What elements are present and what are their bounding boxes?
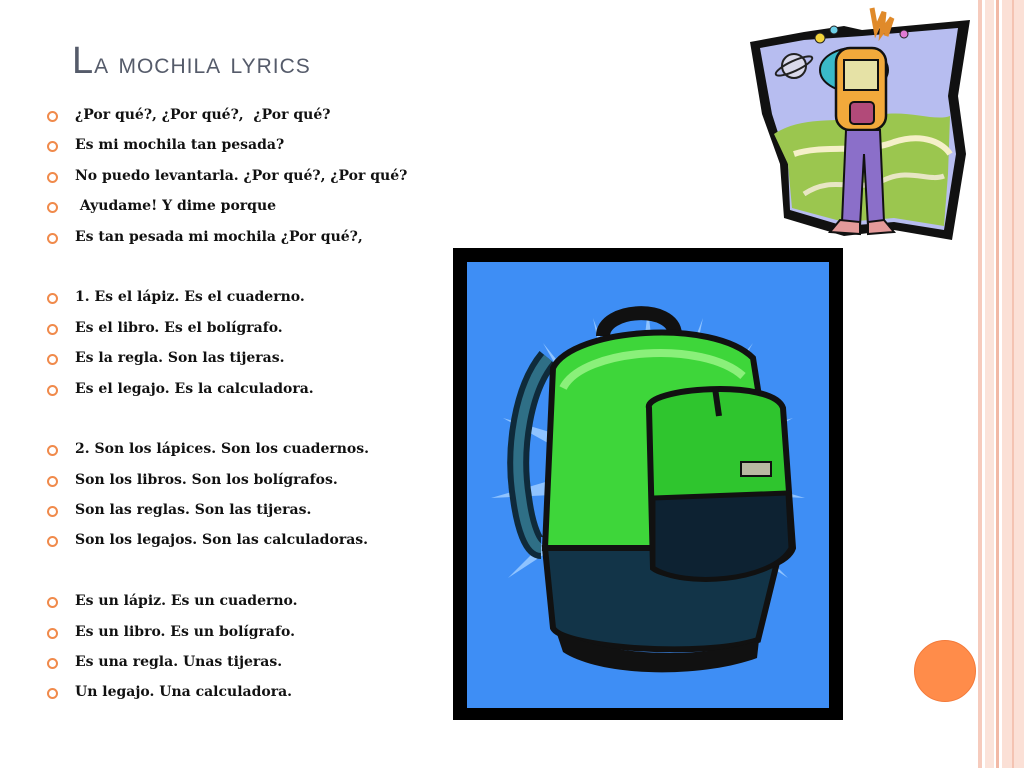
backpack-clipart <box>453 248 843 720</box>
lyric-text: Un legajo. Una calculadora. <box>75 684 293 701</box>
lyric-text: Es el legajo. Es la calculadora. <box>75 380 314 397</box>
title-rest: a mochila lyrics <box>94 47 311 80</box>
lyric-text: 1. Es el lápiz. Es el cuaderno. <box>75 289 305 306</box>
lyric-text: ¿Por qué?, ¿Por qué?, ¿Por qué? <box>75 107 331 123</box>
lyrics-list <box>46 104 446 712</box>
bullet-icon <box>47 324 58 335</box>
lyric-line <box>46 134 446 164</box>
bullet-icon <box>47 172 58 183</box>
decorative-stripe <box>996 0 999 768</box>
lyric-text: Ayudame! Y dime porque <box>75 198 277 215</box>
lyric-line <box>46 165 446 195</box>
bullet-icon <box>47 202 58 213</box>
bullet-icon <box>47 233 58 244</box>
lyric-line <box>46 286 446 316</box>
bullet-icon <box>47 354 58 365</box>
lyric-line <box>46 651 446 681</box>
lyric-text: Es tan pesada mi mochila ¿Por qué?, <box>75 228 363 245</box>
lyric-text: Son los libros. Son los bolígrafos. <box>75 471 338 488</box>
bullet-icon <box>47 688 58 699</box>
lyric-line <box>46 499 446 529</box>
lyric-line <box>46 104 446 134</box>
bullet-icon <box>47 597 58 608</box>
bullet-icon <box>47 111 58 122</box>
lyric-line <box>46 621 446 651</box>
lyric-line <box>46 469 446 499</box>
lyric-text: Es un libro. Es un bolígrafo. <box>75 623 295 640</box>
bullet-icon <box>47 536 58 547</box>
lyrics-spacer <box>46 408 446 438</box>
lyric-line <box>46 681 446 711</box>
lyric-text: Es mi mochila tan pesada? <box>75 137 285 154</box>
lyrics-spacer <box>46 560 446 590</box>
lyric-line <box>46 438 446 468</box>
bullet-icon <box>47 476 58 487</box>
bullet-icon <box>47 385 58 396</box>
lyric-text: Es el libro. Es el bolígrafo. <box>75 319 283 336</box>
girl-with-backpack-clipart <box>744 4 980 244</box>
lyric-line <box>46 317 446 347</box>
title-first-letter: L <box>72 40 95 82</box>
lyric-text: 2. Son los lápices. Son los cuadernos. <box>75 441 369 458</box>
lyric-line <box>46 590 446 620</box>
lyric-line <box>46 378 446 408</box>
lyric-text: Son los legajos. Son las calculadoras. <box>75 532 369 549</box>
decorative-stripe <box>985 0 994 768</box>
lyric-text: Es una regla. Unas tijeras. <box>75 654 283 671</box>
lyric-line <box>46 226 446 256</box>
slide-title <box>72 40 311 83</box>
decorative-stripe <box>1012 0 1014 768</box>
lyric-text: No puedo levantarla. ¿Por qué?, ¿Por qué? <box>75 167 408 184</box>
decorative-circle <box>914 640 976 702</box>
lyric-line <box>46 347 446 377</box>
lyric-line <box>46 529 446 559</box>
bullet-icon <box>47 141 58 152</box>
bullet-icon <box>47 293 58 304</box>
bullet-icon <box>47 628 58 639</box>
lyric-text: Son las reglas. Son las tijeras. <box>75 502 312 519</box>
lyric-line <box>46 195 446 225</box>
bullet-icon <box>47 658 58 669</box>
lyric-text: Es un lápiz. Es un cuaderno. <box>75 593 298 610</box>
lyric-text: Es la regla. Son las tijeras. <box>75 350 285 367</box>
bullet-icon <box>47 445 58 456</box>
lyrics-spacer <box>46 256 446 286</box>
bullet-icon <box>47 506 58 517</box>
